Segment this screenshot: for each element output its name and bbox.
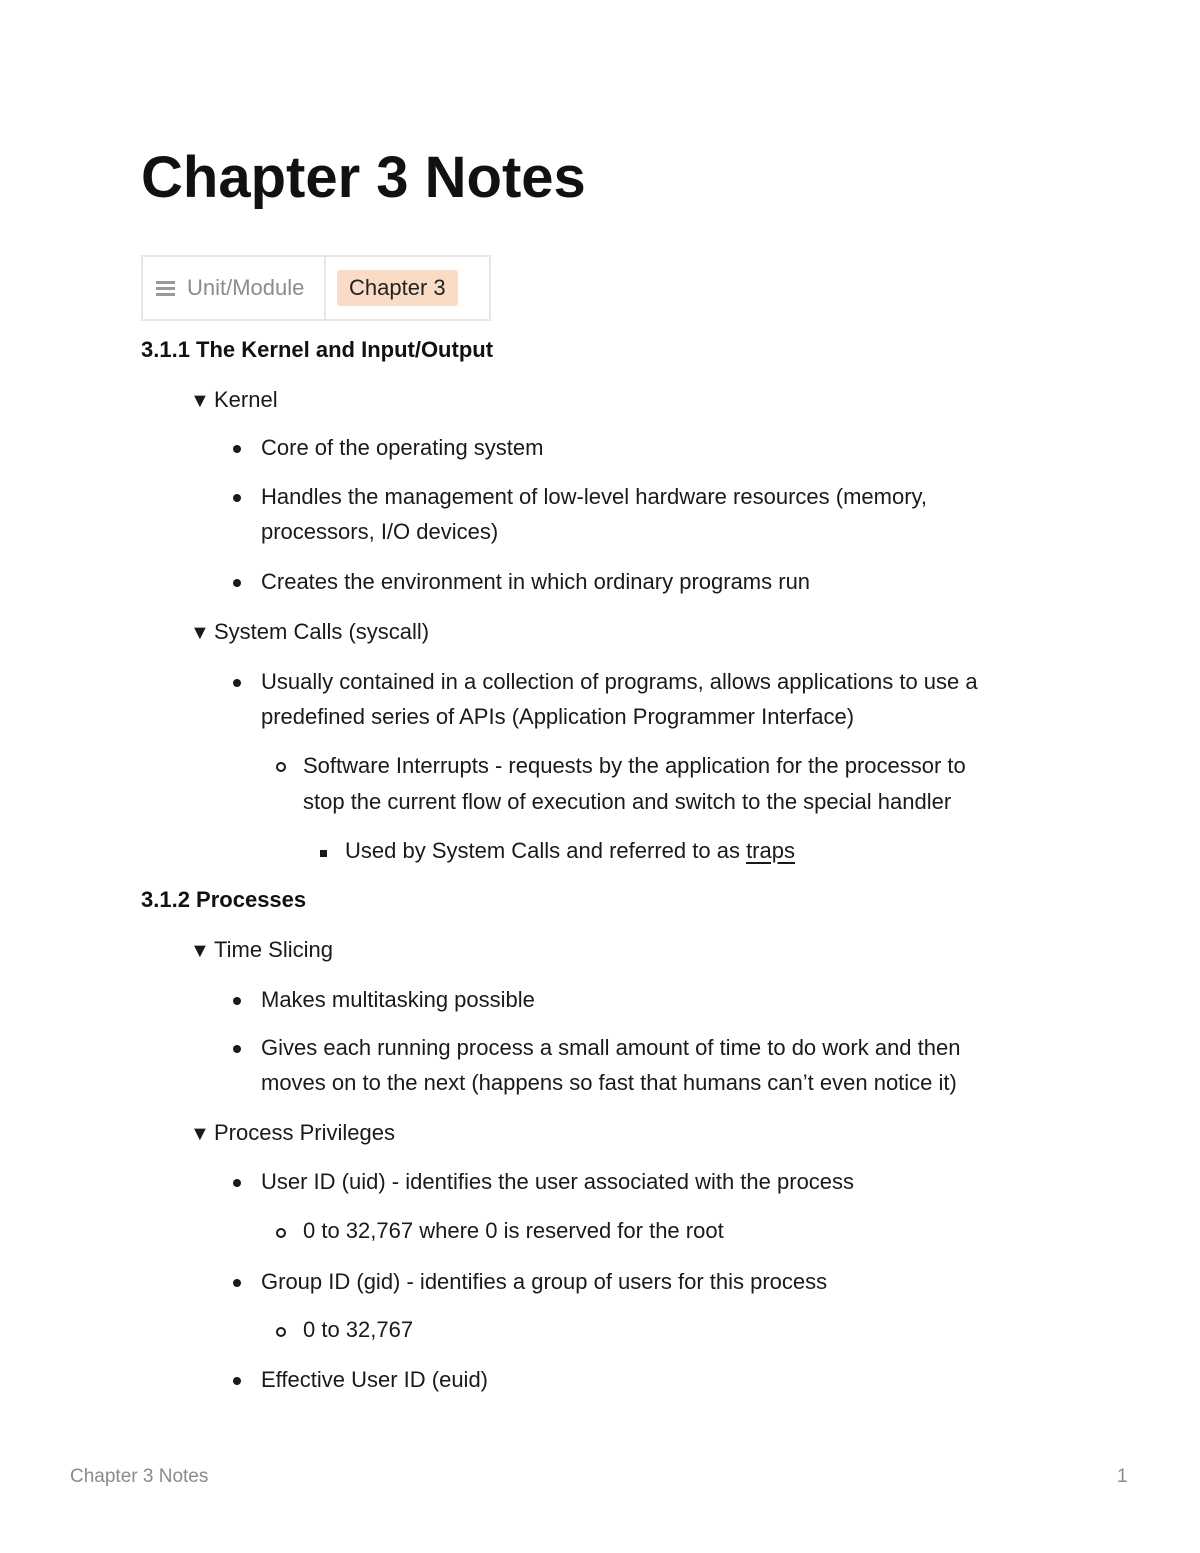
list-icon (156, 278, 175, 299)
bullet-icon (233, 445, 241, 453)
toggle-open-icon: ▼ (190, 940, 210, 962)
page-number: 1 (1117, 1466, 1128, 1487)
circle-bullet-icon (276, 762, 286, 772)
tag-badge: Chapter 3 (337, 270, 458, 306)
toggle-label: Process Privileges (214, 1120, 395, 1145)
toggle-open-icon: ▼ (190, 390, 210, 412)
list-item: User ID (uid) - identifies the user associated with the process (261, 1169, 855, 1194)
list-item: Group ID (gid) - identifies a group of users for this process (261, 1269, 828, 1294)
circle-bullet-icon (276, 1228, 286, 1238)
toggle-label: Kernel (214, 387, 278, 412)
bullet-icon (233, 1045, 241, 1053)
toggle-kernel[interactable] (190, 385, 278, 416)
list-item: Software Interrupts - requests by the application for the processor to stop the current flow of execution and switch to the special handler (303, 753, 966, 814)
list-item: Gives each running process a small amount of time to do work and then moves on to the next (happens so fast that humans can’t even notice it) (261, 1035, 961, 1095)
bullet-icon (233, 1279, 241, 1287)
bullet-icon (233, 1377, 241, 1385)
list-item: 0 to 32,767 where 0 is reserved for the root (303, 1218, 724, 1243)
toggle-open-icon: ▼ (190, 622, 210, 644)
toggle-system-calls[interactable] (190, 617, 429, 648)
bullet-icon (233, 679, 241, 687)
list-item: Makes multitasking possible (261, 987, 535, 1012)
list-item: Used by System Calls and referred to as traps (345, 838, 795, 863)
list-item: Usually contained in a collection of programs, allows applications to use a predefined series of APIs (Application Programmer Interface) (261, 669, 978, 729)
traps-link[interactable]: traps (746, 838, 795, 863)
bullet-icon (233, 997, 241, 1005)
toggle-label: Time Slicing (214, 937, 333, 962)
toggle-open-icon: ▼ (190, 1123, 210, 1145)
bullet-icon (233, 1179, 241, 1187)
toggle-label: System Calls (syscall) (214, 619, 430, 644)
footer-title: Chapter 3 Notes (70, 1466, 209, 1487)
circle-bullet-icon (276, 1327, 286, 1337)
section-heading: 3.1.1 The Kernel and Input/Output (141, 337, 494, 362)
property-key-label: Unit/Module (187, 275, 305, 300)
section-heading: 3.1.2 Processes (141, 887, 307, 912)
bullet-icon (233, 494, 241, 502)
square-bullet-icon (320, 850, 327, 857)
list-item: Handles the management of low-level hardware resources (memory, processors, I/O devices) (261, 484, 927, 544)
bullet-icon (233, 579, 241, 587)
property-table (141, 255, 491, 321)
property-key (143, 257, 326, 319)
list-item: Creates the environment in which ordinary programs run (261, 569, 811, 594)
page-title: Chapter 3 Notes (141, 145, 586, 210)
toggle-time-slicing[interactable] (190, 935, 333, 966)
list-item: Effective User ID (euid) (261, 1367, 489, 1392)
property-value[interactable] (326, 257, 489, 319)
list-item: Core of the operating system (261, 435, 544, 460)
list-item: 0 to 32,767 (303, 1317, 414, 1342)
toggle-process-privileges[interactable] (190, 1118, 395, 1149)
